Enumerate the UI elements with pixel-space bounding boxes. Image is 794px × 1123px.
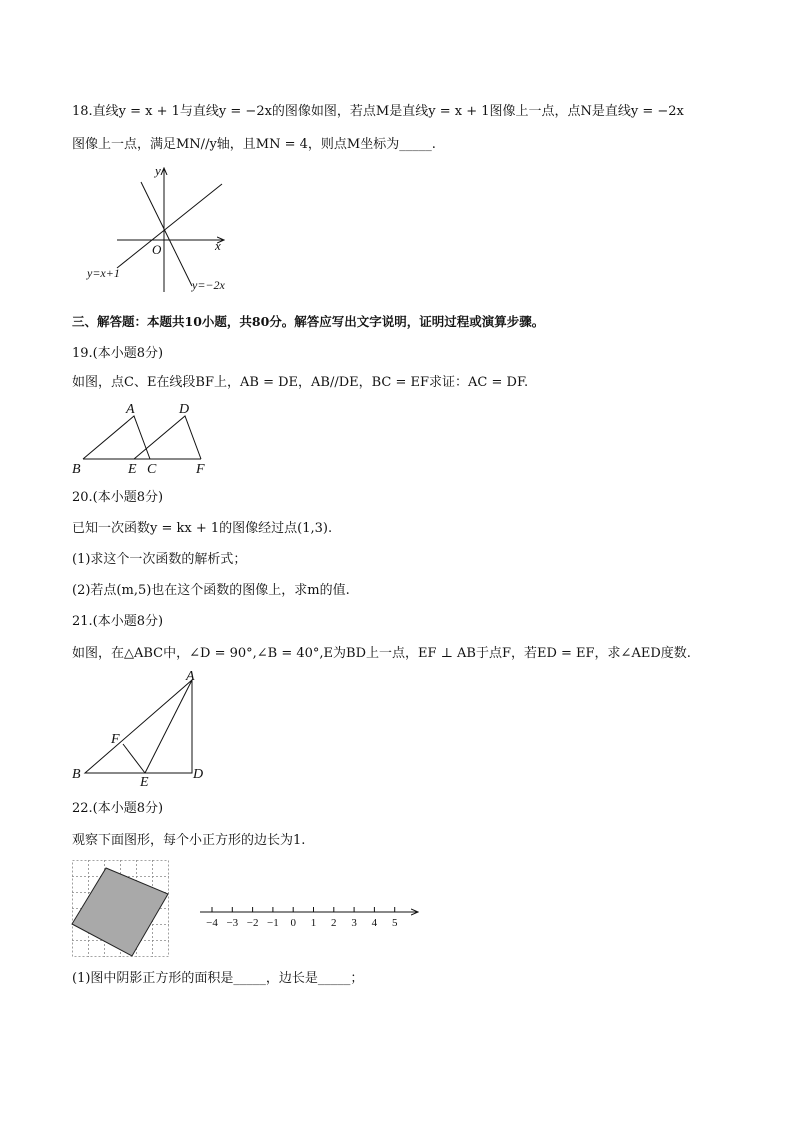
segment-ef <box>123 744 145 773</box>
triangle-abc <box>83 416 150 459</box>
origin-label: O <box>152 242 162 257</box>
label-e: E <box>140 775 149 790</box>
q20-text: 已知一次函数y = kx + 1的图像经过点(1,3). <box>72 521 333 536</box>
q22-head: 22.(本小题8分) <box>72 801 164 816</box>
label-a: A <box>126 402 135 417</box>
number-line-label: −1 <box>267 917 279 929</box>
segment-ae <box>145 680 192 773</box>
q20-part2: (2)若点(m,5)也在这个函数的图像上，求m的值. <box>72 583 350 598</box>
q19-head: 19.(本小题8分) <box>72 346 164 361</box>
line-y-eq-neg2x <box>141 182 192 286</box>
number-line-label: −2 <box>246 917 259 929</box>
q19-figure <box>70 398 220 476</box>
label-d: D <box>179 402 190 417</box>
number-line-label: 5 <box>391 917 398 929</box>
number-line-label: 1 <box>310 917 317 929</box>
q22-grid-figure <box>72 860 170 958</box>
number-line-label: 0 <box>290 917 296 929</box>
triangle-def <box>134 416 201 459</box>
q21-figure <box>68 668 218 790</box>
q19-text: 如图，点C、E在线段BF上，AB = DE，AB//DE，BC = EF求证：AC = DF. <box>72 375 529 390</box>
q18-figure <box>84 160 244 296</box>
label-a: A <box>186 669 195 684</box>
number-line-label: −3 <box>226 917 239 929</box>
q22-text: 观察下面图形，每个小正方形的边长为1. <box>72 833 306 848</box>
label-b: B <box>72 462 81 477</box>
number-line-label: 4 <box>371 917 378 929</box>
label-b: B <box>72 767 81 782</box>
label-d: D <box>193 767 204 782</box>
q21-text: 如图，在△ABC中，∠D = 90°,∠B = 40°,E为BD上一点，EF ⊥ AB于点F，若ED = EF，求∠AED度数. <box>72 646 691 661</box>
q20-head: 20.(本小题8分) <box>72 490 164 505</box>
triangle-abd <box>85 680 192 773</box>
q21-head: 21.(本小题8分) <box>72 614 164 629</box>
section3-header: 三、解答题：本题共10小题，共80分。解答应写出文字说明，证明过程或演算步骤。 <box>72 314 545 329</box>
shaded-square <box>72 868 168 956</box>
number-line-label: −4 <box>206 917 218 929</box>
q22-number-line <box>200 902 425 934</box>
label-f: F <box>111 732 120 747</box>
label-f: F <box>196 462 205 477</box>
q18-line1: 18.直线y = x + 1与直线y = −2x的图像如图，若点M是直线y = x + 1图像上一点，点N是直线y = −2x <box>72 104 684 119</box>
x-axis-label: x <box>215 238 221 253</box>
number-line-label: 2 <box>331 917 337 929</box>
q18-line2: 图像上一点，满足MN//y轴，且MN = 4，则点M坐标为_____. <box>72 137 436 152</box>
line-a-label: y=x+1 <box>87 266 120 280</box>
y-axis-label: y <box>155 163 161 178</box>
q22-part1: (1)图中阴影正方形的面积是_____，边长是_____； <box>72 971 364 986</box>
label-e: E <box>128 462 137 477</box>
number-line-label: 3 <box>351 917 357 929</box>
q20-part1: (1)求这个一次函数的解析式； <box>72 552 247 567</box>
label-c: C <box>147 462 157 477</box>
line-y-eq-x-plus-1 <box>117 184 222 268</box>
line-b-label: y=−2x <box>192 278 225 292</box>
